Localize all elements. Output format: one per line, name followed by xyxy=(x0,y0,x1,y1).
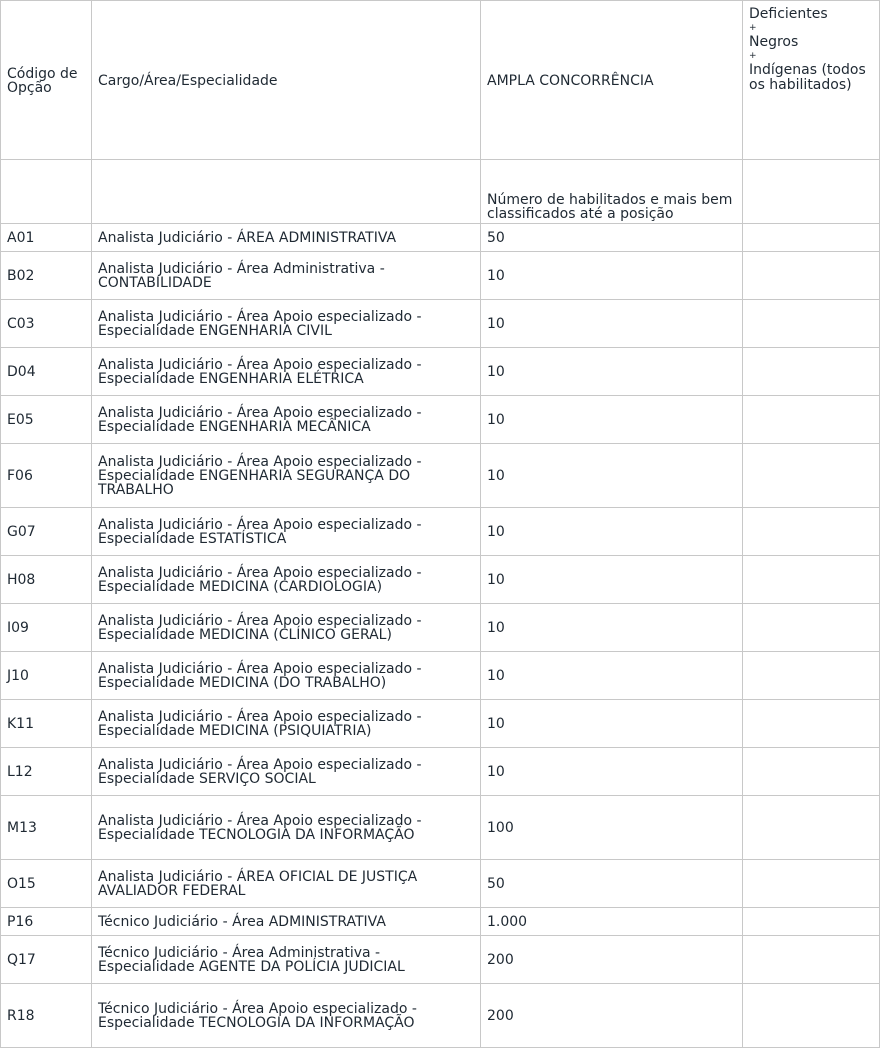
cargo-cell: Analista Judiciário - Área Apoio especializado - Especialidade MEDICINA (CARDIOLOGIA) xyxy=(92,556,481,604)
reserved-value xyxy=(743,556,880,604)
table-row xyxy=(1,984,880,1048)
cargo-cell: Analista Judiciário - Área Apoio especializado - Especialidade ESTATÍSTICA xyxy=(92,508,481,556)
cargo-cell: Analista Judiciário - Área Apoio especializado - Especialidade ENGENHARIA MECÂNICA xyxy=(92,396,481,444)
reserved-value xyxy=(743,252,880,300)
plus-sign: + xyxy=(749,23,757,33)
cargo-cell: Analista Judiciário - Área Apoio especializado - Especialidade MEDICINA (DO TRABALHO) xyxy=(92,652,481,700)
cargo-cell: Analista Judiciário - Área Apoio especializado - Especialidade TECNOLOGIA DA INFORMAÇÃO xyxy=(92,796,481,860)
table-row xyxy=(1,300,880,348)
reserved-value xyxy=(743,748,880,796)
cargo-cell: Analista Judiciário - Área Apoio especializado - Especialidade MEDICINA (CLÍNICO GERAL) xyxy=(92,604,481,652)
header-ampla: AMPLA CONCORRÊNCIA xyxy=(481,1,743,160)
cargo-cell: Técnico Judiciário - Área Apoio especializado - Especialidade TECNOLOGIA DA INFORMAÇÃO xyxy=(92,984,481,1048)
cargo-cell: Analista Judiciário - Área Apoio especializado - Especialidade ENGENHARIA ELÉTRICA xyxy=(92,348,481,396)
table-row xyxy=(1,252,880,300)
ampla-value: 10 xyxy=(481,396,743,444)
subheader-empty xyxy=(1,160,92,224)
ampla-value: 10 xyxy=(481,444,743,508)
ampla-value: 50 xyxy=(481,860,743,908)
ampla-value: 10 xyxy=(481,748,743,796)
cargo-cell: Analista Judiciário - Área Apoio especializado - Especialidade MEDICINA (PSIQUIATRIA) xyxy=(92,700,481,748)
subheader-empty xyxy=(92,160,481,224)
reserved-value xyxy=(743,604,880,652)
cargo-cell: Analista Judiciário - Área Apoio especializado - Especialidade SERVIÇO SOCIAL xyxy=(92,748,481,796)
reserved-value xyxy=(743,508,880,556)
table-row xyxy=(1,348,880,396)
option-code: G07 xyxy=(1,508,92,556)
option-code: F06 xyxy=(1,444,92,508)
reserved-value xyxy=(743,984,880,1048)
header-def-indigenas: Indígenas (todos os habilitados) xyxy=(749,62,866,93)
reserved-value xyxy=(743,936,880,984)
ampla-value: 10 xyxy=(481,652,743,700)
table-row xyxy=(1,396,880,444)
table-row xyxy=(1,652,880,700)
option-code: H08 xyxy=(1,556,92,604)
ampla-value: 100 xyxy=(481,796,743,860)
reserved-value xyxy=(743,348,880,396)
table-row xyxy=(1,748,880,796)
reserved-value xyxy=(743,300,880,348)
option-code: I09 xyxy=(1,604,92,652)
cargo-cell: Técnico Judiciário - Área ADMINISTRATIVA xyxy=(92,908,481,936)
option-code: C03 xyxy=(1,300,92,348)
ampla-value: 10 xyxy=(481,348,743,396)
ampla-value: 10 xyxy=(481,700,743,748)
header-cargo: Cargo/Área/Especialidade xyxy=(92,1,481,160)
header-code: Código de Opção xyxy=(1,1,92,160)
option-code: R18 xyxy=(1,984,92,1048)
reserved-value xyxy=(743,224,880,252)
reserved-value xyxy=(743,444,880,508)
option-code: M13 xyxy=(1,796,92,860)
subheader-empty xyxy=(743,160,880,224)
header-row xyxy=(1,1,880,160)
subheader-ampla-note: Número de habilitados e mais bem classificados até a posição xyxy=(481,160,743,224)
cargo-cell: Analista Judiciário - ÁREA ADMINISTRATIVA xyxy=(92,224,481,252)
ampla-value: 10 xyxy=(481,300,743,348)
cargo-cell: Analista Judiciário - Área Apoio especializado - Especialidade ENGENHARIA SEGURANÇA DO TRABALHO xyxy=(92,444,481,508)
reserved-value xyxy=(743,700,880,748)
table-row xyxy=(1,796,880,860)
reserved-value xyxy=(743,860,880,908)
table-row xyxy=(1,908,880,936)
table-row xyxy=(1,224,880,252)
reserved-value xyxy=(743,908,880,936)
plus-sign: + xyxy=(749,51,757,61)
header-deficientes xyxy=(743,1,880,160)
option-code: K11 xyxy=(1,700,92,748)
ampla-value: 10 xyxy=(481,556,743,604)
option-code: J10 xyxy=(1,652,92,700)
ampla-value: 10 xyxy=(481,604,743,652)
option-code: O15 xyxy=(1,860,92,908)
table-row xyxy=(1,936,880,984)
reserved-value xyxy=(743,652,880,700)
ampla-value: 1.000 xyxy=(481,908,743,936)
subheader-row xyxy=(1,160,880,224)
cargo-cell: Analista Judiciário - Área Apoio especializado - Especialidade ENGENHARIA CIVIL xyxy=(92,300,481,348)
table-row xyxy=(1,700,880,748)
ampla-value: 10 xyxy=(481,508,743,556)
option-code: D04 xyxy=(1,348,92,396)
option-code: A01 xyxy=(1,224,92,252)
ampla-value: 10 xyxy=(481,252,743,300)
reserved-value xyxy=(743,796,880,860)
cargo-cell: Analista Judiciário - Área Administrativa - CONTABILIDADE xyxy=(92,252,481,300)
ampla-value: 200 xyxy=(481,936,743,984)
table-row xyxy=(1,508,880,556)
cargo-cell: Analista Judiciário - ÁREA OFICIAL DE JUSTIÇA AVALIADOR FEDERAL xyxy=(92,860,481,908)
option-code: P16 xyxy=(1,908,92,936)
option-code: L12 xyxy=(1,748,92,796)
option-code: E05 xyxy=(1,396,92,444)
table-row xyxy=(1,860,880,908)
table-row xyxy=(1,604,880,652)
ampla-value: 200 xyxy=(481,984,743,1048)
header-def-deficientes: Deficientes xyxy=(749,6,828,22)
cargo-cell: Técnico Judiciário - Área Administrativa - Especialidade AGENTE DA POLÍCIA JUDICIAL xyxy=(92,936,481,984)
option-code: Q17 xyxy=(1,936,92,984)
header-def-negros: Negros xyxy=(749,34,799,50)
table-row xyxy=(1,556,880,604)
table-row xyxy=(1,444,880,508)
ampla-value: 50 xyxy=(481,224,743,252)
option-code: B02 xyxy=(1,252,92,300)
reserved-value xyxy=(743,396,880,444)
